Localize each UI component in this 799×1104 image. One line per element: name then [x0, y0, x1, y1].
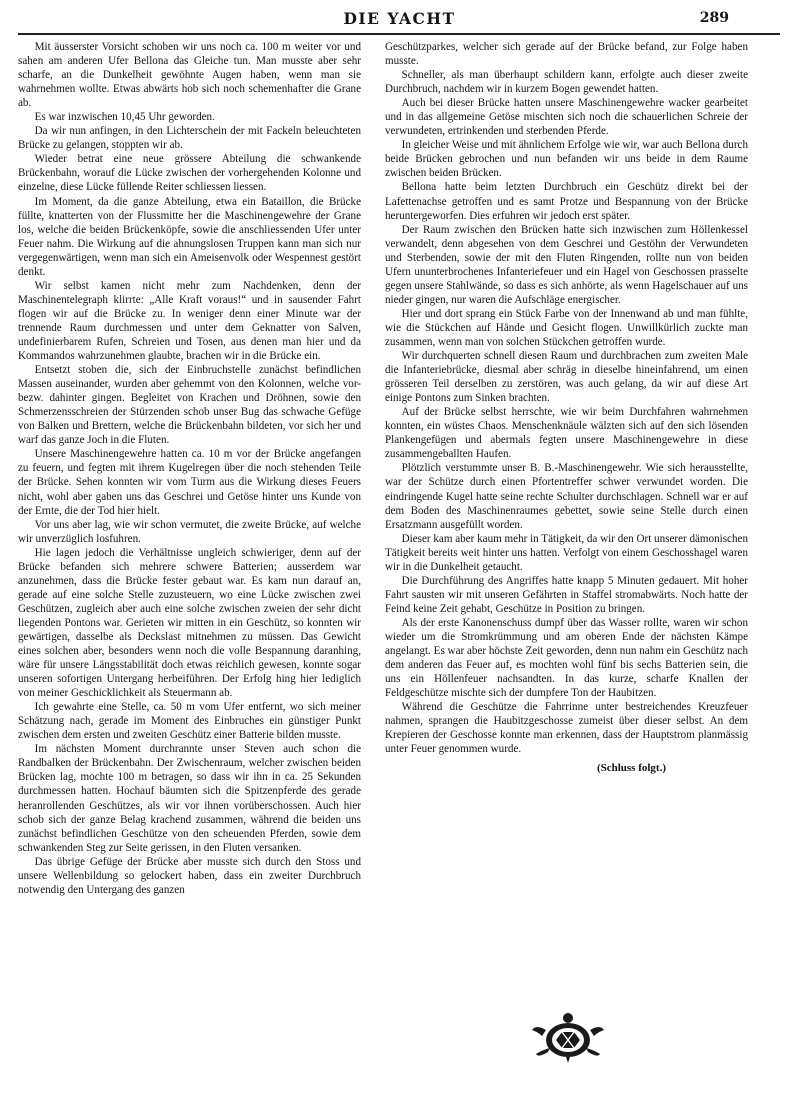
turtle-vignette-icon [528, 1010, 608, 1064]
paragraph: Im Moment, da die ganze Abteilung, etwa ein Bataillon, die Brücke füllte, knatterten von der Flussmitte her die Maschinengewehre der Grane los, welche die beiden Brückenköpfe, sowie die anschliessenden Ufer unter Feuer nahm. Die Wirkung auf die ahnungslosen Truppen kann man sich nur vergegenwärtigen, wenn man sich ein Ameisenvolk oder Wespennest gestört denkt. [18, 195, 361, 278]
paragraph: Während die Geschütze die Fahrrinne unter bestreichendes Kreuzfeuer nahmen, sprangen die Haubitzgeschosse zumeist über dieser selbst. An dem Krepieren der Geschosse konnte man erkennen, dass der Hauptstrom planmässig unter Feuer genommen wurde. [385, 701, 748, 756]
header-rule [18, 33, 780, 35]
paragraph: Wieder betrat eine neue grössere Abteilung die schwankende Brückenbahn, worauf die Lücke zwischen der vorhergehenden Kolonne und einzelne, diese Lücke füllende Reiter schliessen liessen. [18, 153, 361, 194]
paragraph: Schneller, als man überhaupt schildern kann, erfolgte auch dieser zweite Durchbruch, nachdem wir in kurzem Bogen gewendet hatten. [385, 69, 748, 96]
paragraph: Unsere Maschinengewehre hatten ca. 10 m vor der Brücke angefangen zu feuern, und fegten mit ihrem Kugelregen über die noch stehenden Teile der Brücke. Sehen konnten wir vom Turm aus die Wirkung dieses Feuers nicht, wohl aber gaben uns das Geschrei und Getöse hinter uns Kunde von der Ernte, die der Tod hier hielt. [18, 448, 361, 517]
paragraph: Ich gewahrte eine Stelle, ca. 50 m vom Ufer entfernt, wo sich meiner Schätzung nach, gerade im Moment des Einbruches ein günstiger Punkt zwischen dem ersten und zweiten Geschütz einer Batterie bilden musste. [18, 701, 361, 742]
paragraph: Vor uns aber lag, wie wir schon vermutet, die zweite Brücke, auf welche wir unverzüglich losfuhren. [18, 518, 361, 545]
page-number: 289 [699, 10, 729, 26]
paragraph: Wir durchquerten schnell diesen Raum und durchbrachen zum zweiten Male die Infanteriebrücke, diesmal aber schräg in dieselbe hineinfahrend, um einen grösseren Teil derselben zu zerstören, was auch gelang, da wir auf diese Art einige Pontons zum Sinken brachten. [385, 350, 748, 405]
right-column [385, 40, 748, 775]
paragraph: Hie lagen jedoch die Verhältnisse ungleich schwieriger, denn auf der Brücke befanden sich mehrere schwere Batterien; ausserdem war anzunehmen, dass die Brücke fester gebaut war. Es kam nun darauf an, gerade auf eine solche Stelle zuzusteuern, wo eine Lücke zwischen zwei Geschützen, zugleich aber auch eine solche zwischen zweien der sehr dicht liegenden Pontons war. Gerieten wir mitten in ein Geschütz, so konnten wir gewärtigen, dasselbe als Deckslast mitnehmen zu müssen. Das Gewicht eines solchen aber, besonders wenn noch die volle Bespannung daranhing, wäre für unsere Längsstabilität doch etwas reichlich gewesen, konnte sogar unseren sofortigen Untergang herbeiführen. Der Erfolg hing hier lediglich von meiner Geschicklichkeit als Steuermann ab. [18, 546, 361, 700]
paragraph: Der Raum zwischen den Brücken hatte sich inzwischen zum Höllenkessel verwandelt, denn abgesehen von dem Geschrei und Gestöhn der Verwundeten und Sterbenden, sowie der mit den Fluten Ringenden, rollte nun von beiden Ufern ununterbrochenes Infanteriefeuer und ein Hagel von Geschossen prasselte gegen unsere Stahlwände, so dass es sich anhörte, als wenn Hagelschauer auf uns nieder gingen, nur waren die Aufschläge energischer. [385, 223, 748, 306]
paragraph: Es war inzwischen 10,45 Uhr geworden. [34, 111, 215, 124]
paragraph: In gleicher Weise und mit ähnlichem Erfolge wie wir, war auch Bellona durch beide Brücken gebrochen und nun befanden wir uns beide in dem Raume zwischen beiden Brücken. [385, 139, 748, 180]
paragraph: Hier und dort sprang ein Stück Farbe von der Innenwand ab und man fühlte, wie die Stückchen auf Hände und Gesicht flogen. Unwillkürlich zuckte man zusammen, wenn man von solchen Stückchen getroffen wurde. [385, 307, 748, 348]
paragraph: Geschützparkes, welcher sich gerade auf der Brücke befand, zur Folge haben musste. [385, 41, 748, 68]
paragraph: Die Durchführung des Angriffes hatte knapp 5 Minuten gedauert. Mit hoher Fahrt sausten wir mit unseren Gefährten in Staffel stromabwärts. Noch hatte der Feind keine Zeit gehabt, Geschütze in Position zu bringen. [385, 574, 748, 615]
paragraph: Im nächsten Moment durchrannte unser Steven auch schon die Randbalken der Brückenbahn. Der Zwischenraum, welcher zwischen beiden Brücken lag, mochte 100 m betragen, so dass wir ihn in ca. 25 Sekunden durchmessen hatten. Hochauf bäumten sich die Spitzenpferde des gerade heranrollenden Geschützes, als wir vor ihnen vorüberschossen. Auch hier schob sich der ganze Belag krachend zusammen, während die beiden uns zunächst befindlichen Geschütze von den scheuenden Pferden, sowie dem schwankenden Steg zur Seite gerissen, in den Fluten versanken. [18, 743, 361, 854]
paragraph: Da wir nun anfingen, in den Lichterschein der mit Fackeln beleuchteten Brücke zu gelangen, stoppten wir ab. [18, 125, 361, 152]
to-be-continued-note: (Schluss folgt.) [596, 762, 666, 775]
paragraph: Plötzlich verstummte unser B. B.-Maschinengewehr. Wie sich herausstellte, war der Schütze durch einen Pfortentreffer schwer verwundet worden. Die eindringende Kugel hatte seine rechte Schulter durchschlagen. Schnell war er auf dem Boden des Maschinenraumes gebettet, sowie seine Stelle durch einen Ersatzmann ausgefüllt worden. [385, 462, 748, 531]
paragraph: Das übrige Gefüge der Brücke aber musste sich durch den Stoss und unsere Wellenbildung so gelockert haben, dass ein zweiter Durchbruch notwendig den Untergang des ganzen [18, 855, 361, 896]
paragraph: Dieser kam aber kaum mehr in Tätigkeit, da wir den Ort unserer dämonischen Tätigkeit bereits weit hinter uns hatten. Verfolgt von einem Geschosshagel waren wir in die Dunkelheit getaucht. [385, 532, 749, 573]
paragraph: Auf der Brücke selbst herrschte, wie wir beim Durchfahren wahrnehmen konnten, ein wüstes Chaos. Menschenknäule wälzten sich auf den sich lösenden Plankengefügen und abermals fegten unsere Maschinengewehre in diese zusammengeballten Haufen. [385, 406, 748, 461]
paragraph: Entsetzt stoben die, sich der Einbruchstelle zunächst befindlichen Massen auseinander, wurden aber gehemmt von den Kolonnen, welche vor- bezw. dahinter gingen. Begleitet von Krachen und Dröhnen, sowie den Schmerzensschreien der Stürzenden schob unser Bug das schwache Gefüge von Balken und Brettern, welche die Brückenbahn bildeten, vor sich her und warf das ganze Joch in die Fluten. [18, 364, 361, 447]
paragraph: Auch bei dieser Brücke hatten unsere Maschinengewehre wacker gearbeitet und in das allgemeine Getöse mischten sich noch die schauerlichen Schreie der verwundeten, ertrinkenden und sterbenden Pferde. [385, 97, 748, 138]
left-column [18, 40, 361, 897]
paragraph: Bellona hatte beim letzten Durchbruch ein Geschütz direkt bei der Lafettenachse getroffen und es samt Protze und Bespannung von der Brücke heruntergeworfen. Dies erfuhren wir jedoch erst später. [385, 181, 748, 222]
paragraph: Als der erste Kanonenschuss dumpf über das Wasser rollte, waren wir schon wieder um die Stromkrümmung und am oberen Ende der nächsten Kämpe angelangt. Es war aber höchste Zeit geworden, denn nun nahm ein Geschütz nach dem anderen das Feuer auf, es mochten wohl fünf bis sechs Batterien sein, die uns ein Höllenfeuer nachsandten. In das kurze, scharfe Knallen der Feldgeschütze mischte sich der dumpfere Ton der Haubitzen. [385, 616, 748, 700]
running-header [0, 7, 799, 29]
paragraph: Mit äusserster Vorsicht schoben wir uns noch ca. 100 m weiter vor und sahen am anderen Ufer Bellona das Gleiche tun. Man musste aber sehr scharfe, an die Dunkelheit gewöhnte Augen haben, wenn man sie wahrnehmen wollte. Etwas abwärts hob sich noch schemenhafter die Grane ab. [18, 41, 361, 110]
magazine-title: DIE YACHT [343, 9, 456, 28]
paragraph: Wir selbst kamen nicht mehr zum Nachdenken, denn der Maschinentelegraph klirrte: „Alle Kraft voraus!“ und in sausender Fahrt flogen wir auf die Brücke zu. In weniger denn einer Minute war der trennende Raum durchmessen und unter dem Geknatter von Salven, undefinierbarem Rufen, Schreien und Tosen, aus denen man hier und da Kommandos wahrzunehmen glaubte, brachen wir in die Brücke ein. [18, 279, 361, 363]
